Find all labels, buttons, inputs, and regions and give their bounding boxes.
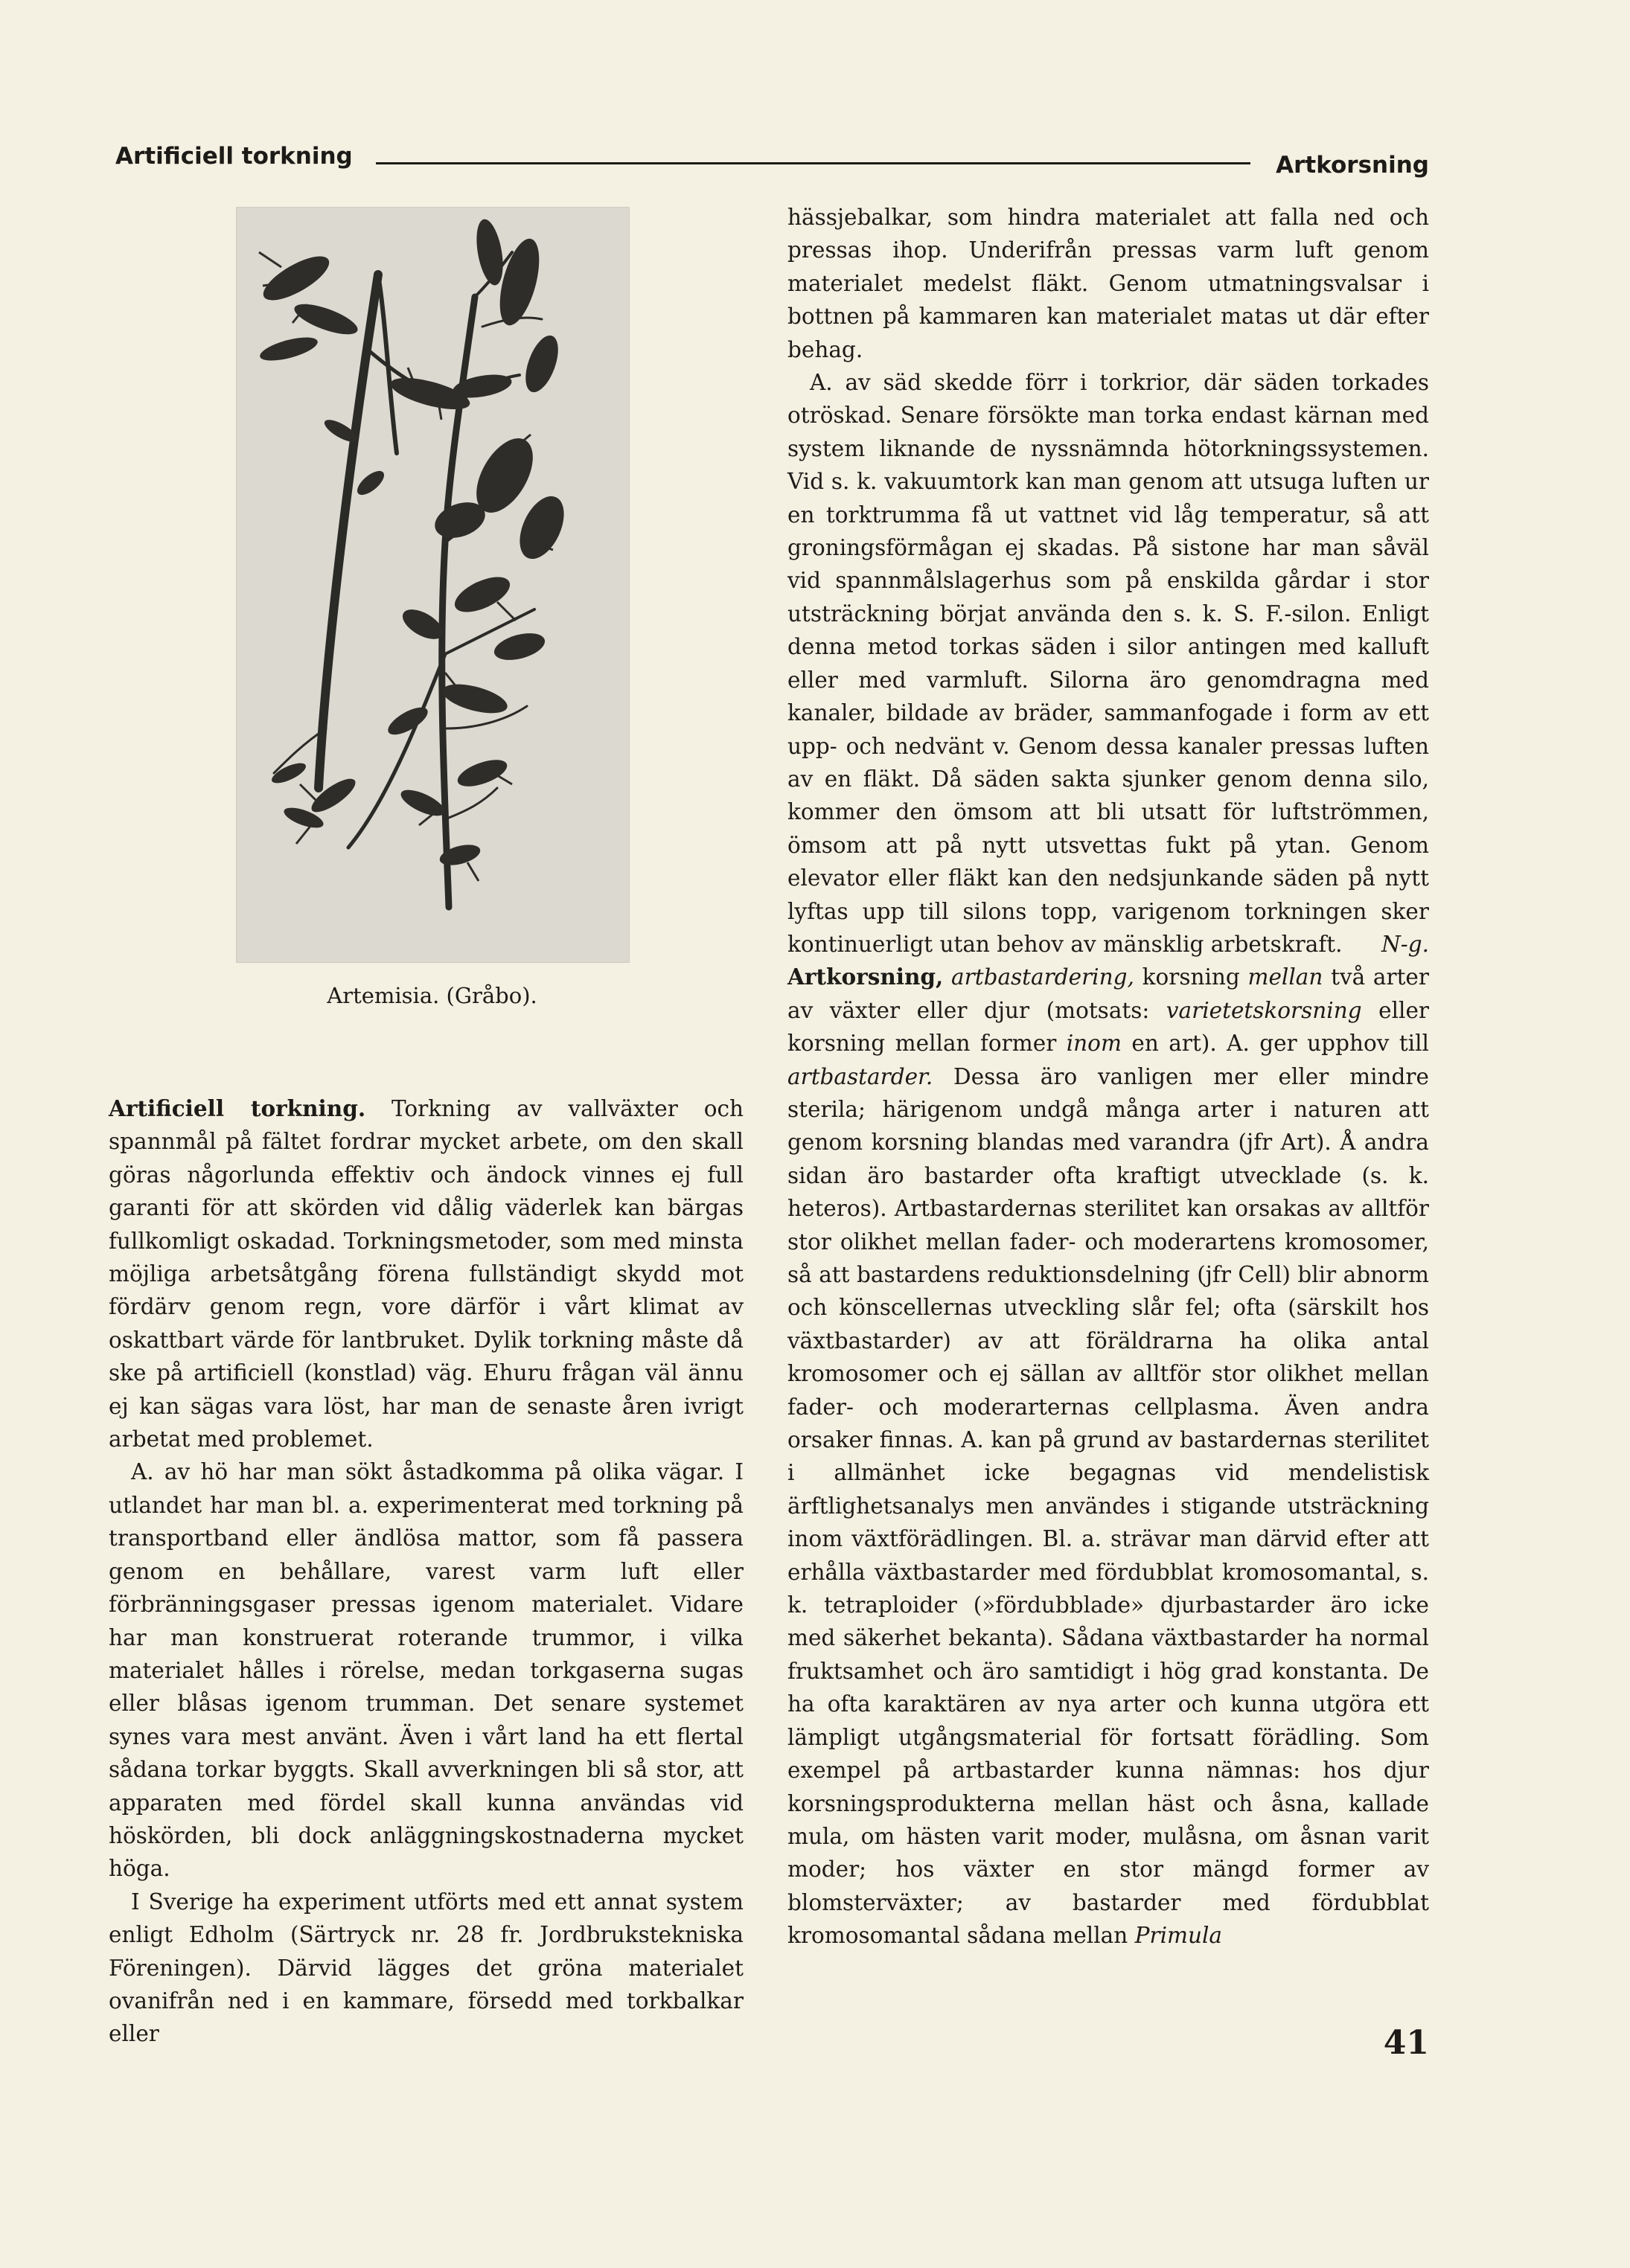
paragraph-text: A. av hö har man sökt åstadkomma på olika vägar. I utlandet har man bl. a. experimenterat med torkning på transportband eller ändlösa mattor, som få passera genom en behållare, varest varm luft eller förbränningsgaser pressas igenom materialet. Vidare har man konstruerat roterande trummor, i vilka materialet hålles i rörelse, medan torkgaserna sugas eller blåsas igenom trumman. Det senare systemet synes vara mest använt. Även i vårt land ha ett flertal sådana torkar byggts. Skall avverkningen bli så stor, att apparaten med fördel skall kunna användas vid höskörden, bli dock anläggningskostnaderna mycket höga. xyxy=(109,1459,744,1882)
paragraph-text: I Sverige ha experiment utförts med ett annat system enligt Edholm (Särtryck nr. 28 fr. Jordbrukstekniska Föreningen). Därvid lägges det gröna materialet ovanifrån ned i en kammare, försedd med torkbalkar eller xyxy=(109,1889,744,2047)
text-run: korsning xyxy=(1134,964,1248,990)
italic-term: Primula xyxy=(1134,1923,1223,1949)
running-head xyxy=(115,140,1429,182)
entry-paragraph xyxy=(787,366,1429,961)
right-column xyxy=(787,201,1429,1953)
running-head-rule xyxy=(376,162,1250,164)
italic-term: varietetskorsning xyxy=(1166,997,1362,1023)
text-run: Dessa äro vanligen mer eller mindre sterila; härigenom undgå många arter i naturen att genom korsning blandas med varandra (jfr Art). Å andra sidan äro bastarder ofta kraftigt utvecklade (s. k. heteros). Artbastardernas sterilitet kan orsakas av alltför stor olikhet mellan fader- och moderartens kromosomer, så att bastardens reduktionsdelning (jfr Cell) blir abnorm och könscellernas utveckling slår fel; ofta (särskilt hos växtbastarder) av att föräldrarna ha olika antal kromosomer och ej sällan av alltför stor olikhet mellan fader- och moderarternas cellplasma. Även andra orsaker finnas. A. kan på grund av bastardernas sterilitet i allmänhet icke begagnas vid mendelistisk ärftlighetsanalys men användes i stigande utsträckning inom växtförädlingen. Bl. a. strävar man därvid efter att erhålla växtbastarder med fördubblat kromosomantal, s. k. tetraploider (»fördubblade» djurbastarder äro icke med säkerhet bekanta). Sådana växtbastarder ha normal fruktsamhet och äro samtidigt i hög grad konstanta. De ha ofta karaktären av nya arter och kunna utgöra ett lämpligt utgångsmaterial för fortsatt förädling. Som exempel på artbastarder kunna nämnas: hos djur korsningsprodukterna mellan häst och åsna, kallade mula, om hästen varit moder, mulåsna, om åsnan varit moder; hos växter en stor mängd former av blomsterväxter; av bastarder med fördubblat kromosomantal sådana mellan xyxy=(787,1063,1429,1949)
author-signature: N-g. xyxy=(1381,931,1429,957)
text-run: en art). A. ger upphov till xyxy=(1121,1031,1429,1057)
entry-headword: Artificiell torkning. xyxy=(109,1095,366,1121)
entry-paragraph xyxy=(787,961,1429,1952)
page-number: 41 xyxy=(1383,2024,1429,2062)
entry-headword: Artkorsning, xyxy=(787,964,944,990)
italic-term: mellan xyxy=(1247,964,1323,990)
text-run: eller korsning mellan former xyxy=(787,997,1429,1057)
figure-caption: Artemisia. (Gråbo). xyxy=(327,983,537,1008)
italic-term: inom xyxy=(1066,1031,1122,1057)
italic-term: artbastarder. xyxy=(787,1063,933,1089)
running-head-right: Artkorsning xyxy=(1276,152,1429,179)
paragraph-text: hässjebalkar, som hindra materialet att falla ned och pressas ihop. Underifrån pressas varm luft genom materialet medelst fläkt. Genom utmatningsvalsar i bottnen på kammaren kan materialet matas ut där efter behag. xyxy=(787,205,1429,362)
paragraph-text: A. av säd skedde förr i torkrior, där säden torkades otröskad. Senare försökte man torka endast kärnan med system liknande de nyssnämnda hötorkningssystemen. Vid s. k. vakuumtork kan man genom att utsuga luften ur en torktrumma få ut vattnet vid låg temperatur, så att groningsförmågan ej skadas. På sistone har man såväl vid spannmålslagerhus som på enskilda gårdar i stor utsträckning börjat använda den s. k. S. F.-silon. Enligt denna metod torkas säden i silor antingen med kalluft eller med varmluft. Silorna äro genomdragna med kanaler, bildade av bräder, sammanfogade i form av ett upp- och nedvänt v. Genom dessa kanaler pressas luften av en fläkt. Då säden sakta sjunker genom denna silo, kommer den ömsom att bli utsatt för luftströmmen, ömsom att på nytt utsvettas fukt på ytan. Genom elevator eller fläkt kan den nedsjunkande säden på nytt lyftas upp till silons topp, varigenom torkningen sker kontinuerligt utan behov av mänsklig arbetskraft. xyxy=(787,370,1429,957)
left-column xyxy=(109,1092,744,2051)
paragraph-text: Torkning av vallväxter och spannmål på fältet fordrar mycket arbete, om den skall göras någorlunda effektiv och ändock vinnes ej full garanti för att skörden vid dålig väderlek kan bärgas fullkomligt oskadad. Torkningsmetoder, som med minsta möjliga arbetsåtgång förena fullständigt skydd mot fördärv genom regn, vore därför i vårt klimat av oskattbart värde för lantbruket. Dylik torkning måste då ske på artificiell (konstlad) väg. Ehuru frågan väl ännu ej kan sägas vara löst, har man de senaste åren ivrigt arbetat med problemet. xyxy=(109,1096,744,1452)
artemisia-plant-illustration xyxy=(237,208,629,962)
text-run: två arter av växter eller djur (motsats: xyxy=(787,964,1429,1023)
running-head-left: Artificiell torkning xyxy=(115,143,353,170)
text-run xyxy=(943,964,951,990)
entry-paragraph xyxy=(109,1092,744,1455)
italic-term: artbastardering, xyxy=(951,964,1134,990)
artemisia-photo xyxy=(236,207,630,963)
